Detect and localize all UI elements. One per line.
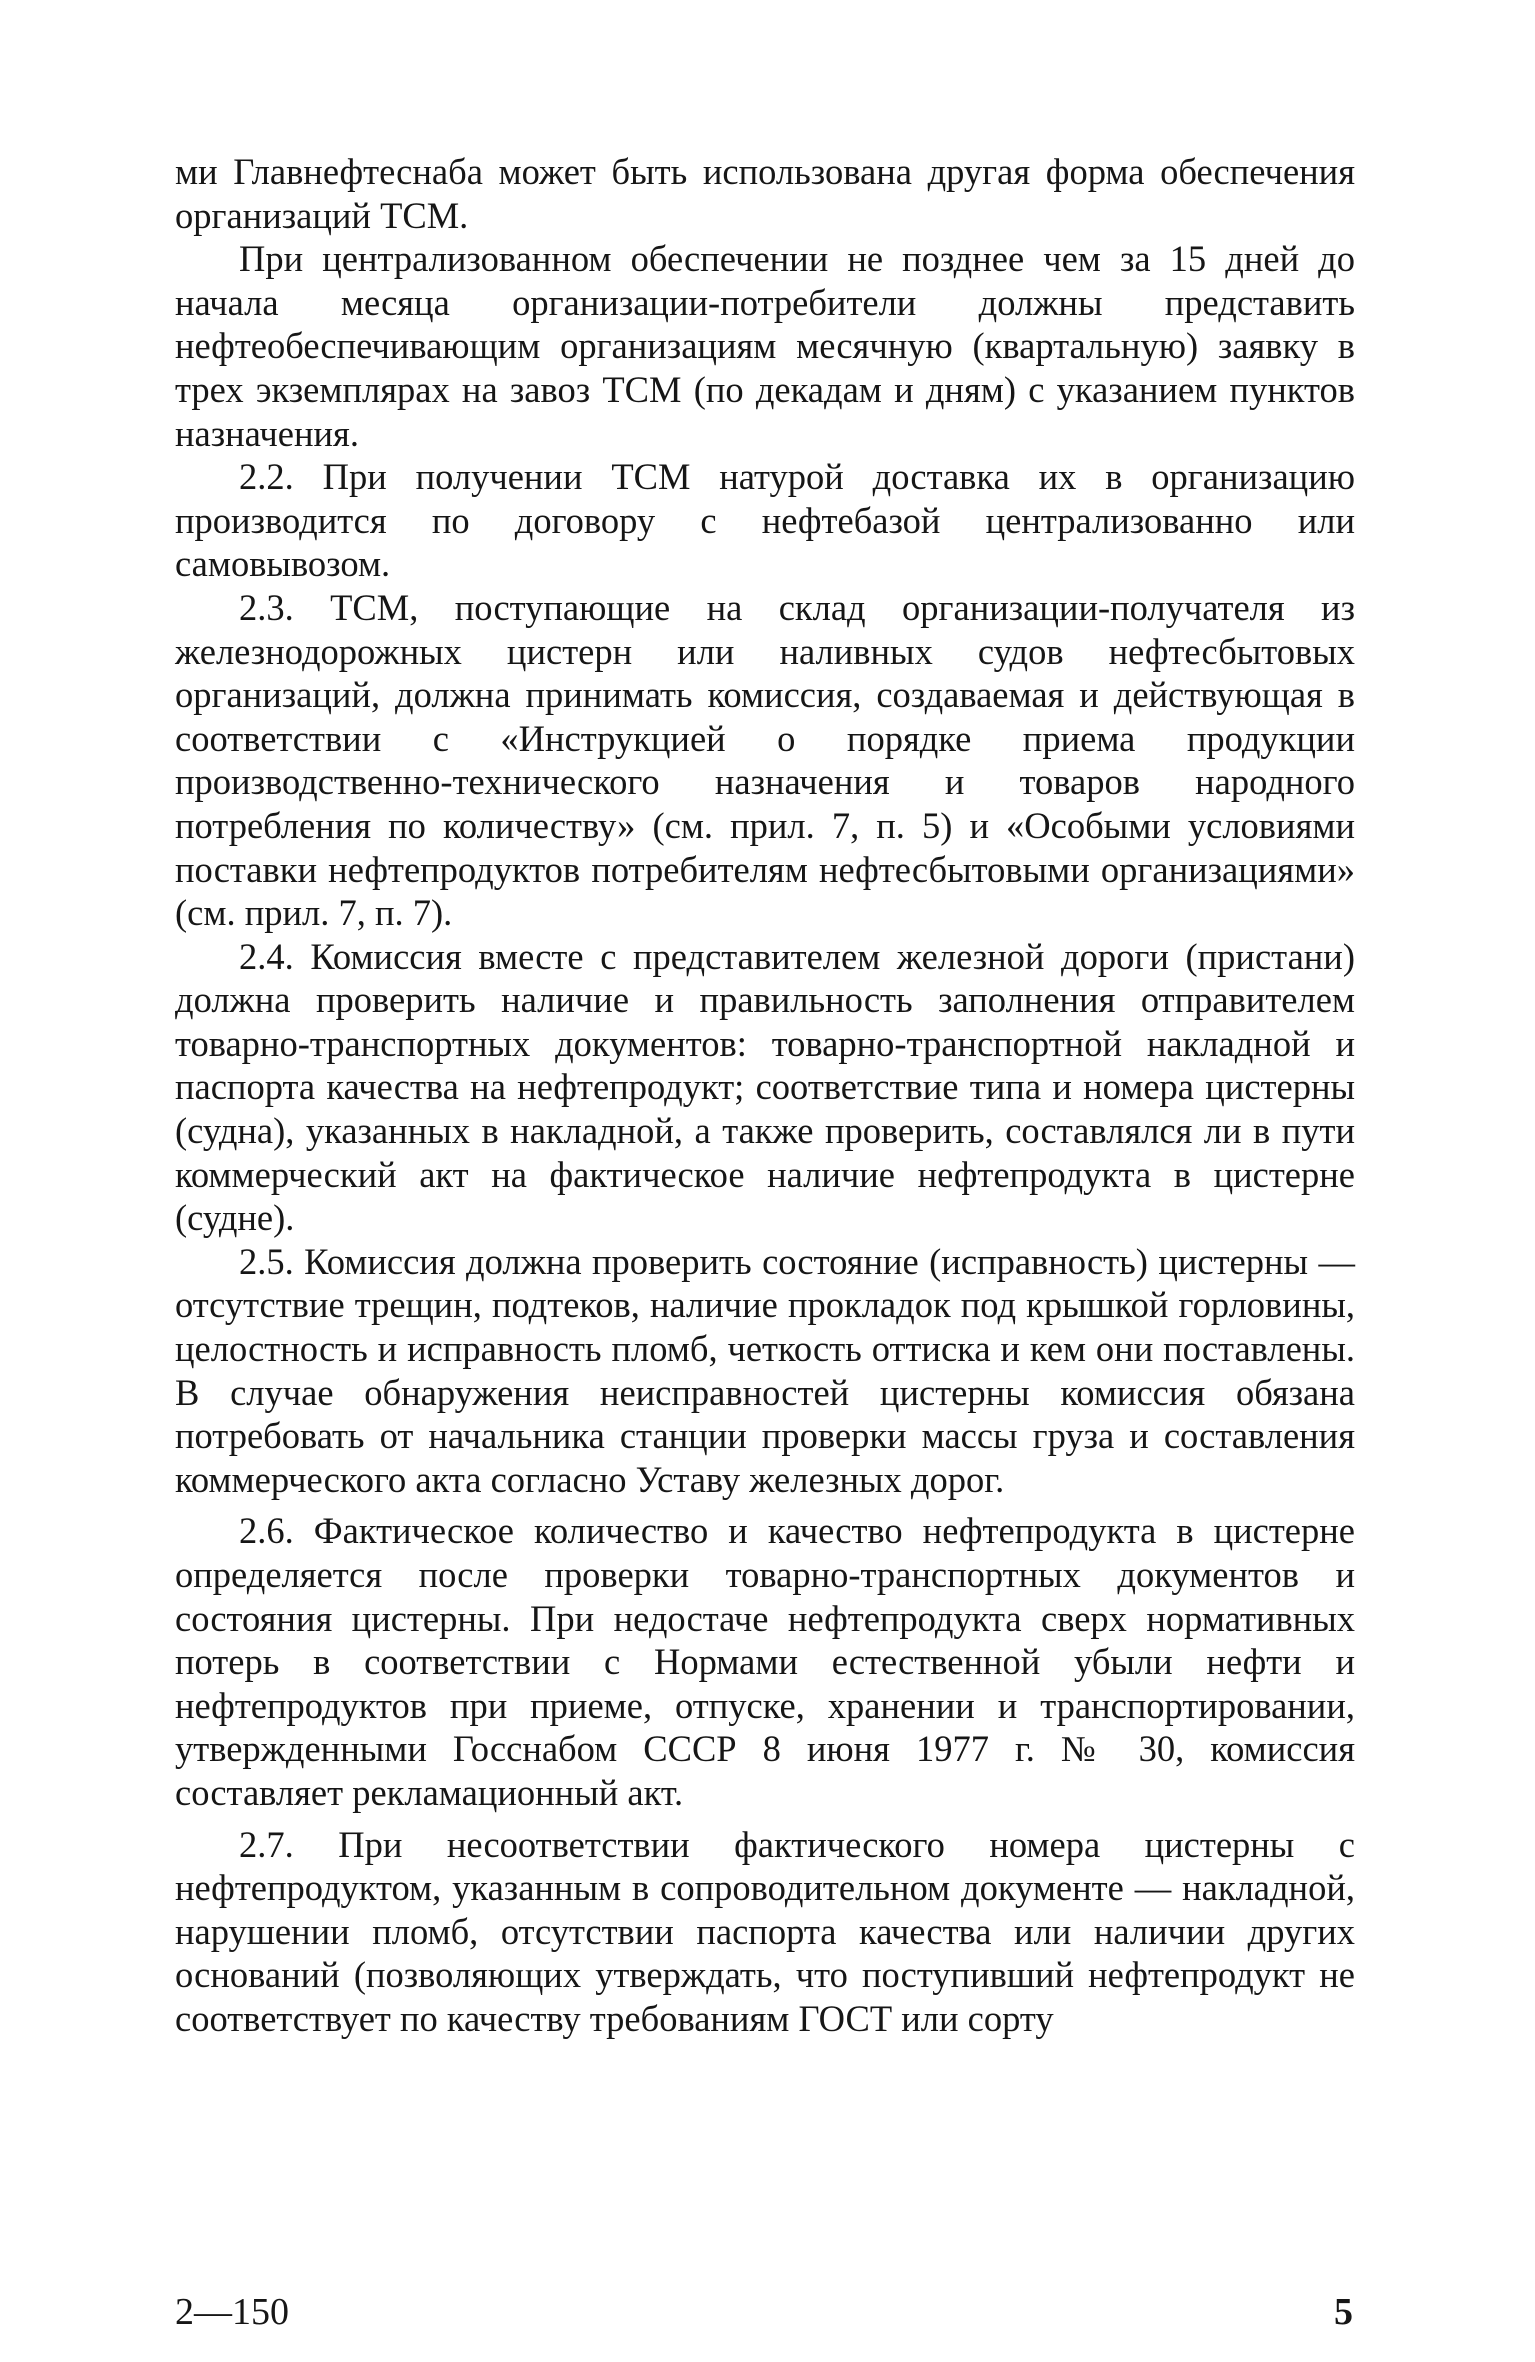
paragraph-continuation: ми Главнефтеснаба может быть использована другая форма обеспечения организаций ТСМ. <box>175 151 1355 236</box>
paragraph-2-2: 2.2. При получении ТСМ натурой доставка их в организацию производится по договору с нефтебазой централизованно или самовывозом. <box>175 456 1355 585</box>
paragraph-centralized-supply: При централизованном обеспечении не позднее чем за 15 дней до начала месяца организации-потребители должны представить нефтеобеспечивающим организациям месячную (квартальную) заявку в трех экземплярах на завоз ТСМ (по декадам и дням) с указанием пунктов назначения. <box>175 238 1355 454</box>
body-text <box>175 150 1355 2041</box>
paragraph-2-3: 2.3. ТСМ, поступающие на склад организации-получателя из железнодорожных цистерн или наливных судов нефтесбытовых организаций, должна принимать комиссия, создаваемая и действующая в соответствии с «Инструкцией о порядке приема продукции производственно-технического назначения и товаров народного потребления по количеству» (см. прил. 7, п. 5) и «Особыми условиями поставки нефтепродуктов потребителям нефтесбытовыми организациями» (см. прил. 7, п. 7). <box>175 586 1355 934</box>
paragraph-2-5: 2.5. Комиссия должна проверить состояние (исправность) цистерны — отсутствие трещин, подтеков, наличие прокладок под крышкой горловины, целостность и исправность пломб, четкость оттиска и кем они поставлены. В случае обнаружения неисправностей цистерны комиссия обязана потребовать от начальника станции проверки массы груза и составления коммерческого акта согласно Уставу железных дорог. <box>175 1240 1355 1500</box>
paragraph-2-7: 2.7. При несоответствии фактического номера цистерны с нефтепродуктом, указанным в сопроводительном документе — накладной, нарушении пломб, отсутствии паспорта качества или наличии других оснований (позволяющих утверждать, что поступивший нефтепродукт не соответствует по качеству требованиям ГОСТ или сорту <box>175 1823 1355 2039</box>
paragraph-2-6: 2.6. Фактическое количество и качество нефтепродукта в цистерне определяется после проверки товарно-транспортных документов и состояния цистерны. При недостаче нефтепродукта сверх нормативных потерь в соответствии с Нормами естественной убыли нефти и нефтепродуктов при приеме, отпуске, хранении и транспортировании, утвержденными Госснабом СССР 8 июня 1977 г. № 30, комиссия составляет рекламационный акт. <box>175 1510 1355 1813</box>
printer-signature: 2—150 <box>175 2291 289 2333</box>
paragraph-2-4: 2.4. Комиссия вместе с представителем железной дороги (пристани) должна проверить наличие и правильность заполнения отправителем товарно-транспортных документов: товарно-транспортной накладной и паспорта качества на нефтепродукт; соответствие типа и номера цистерны (судна), указанных в накладной, а также проверить, составлялся ли в пути коммерческий акт на фактическое наличие нефтепродукта в цистерне (судне). <box>175 935 1355 1239</box>
page-number: 5 <box>1334 2291 1353 2333</box>
